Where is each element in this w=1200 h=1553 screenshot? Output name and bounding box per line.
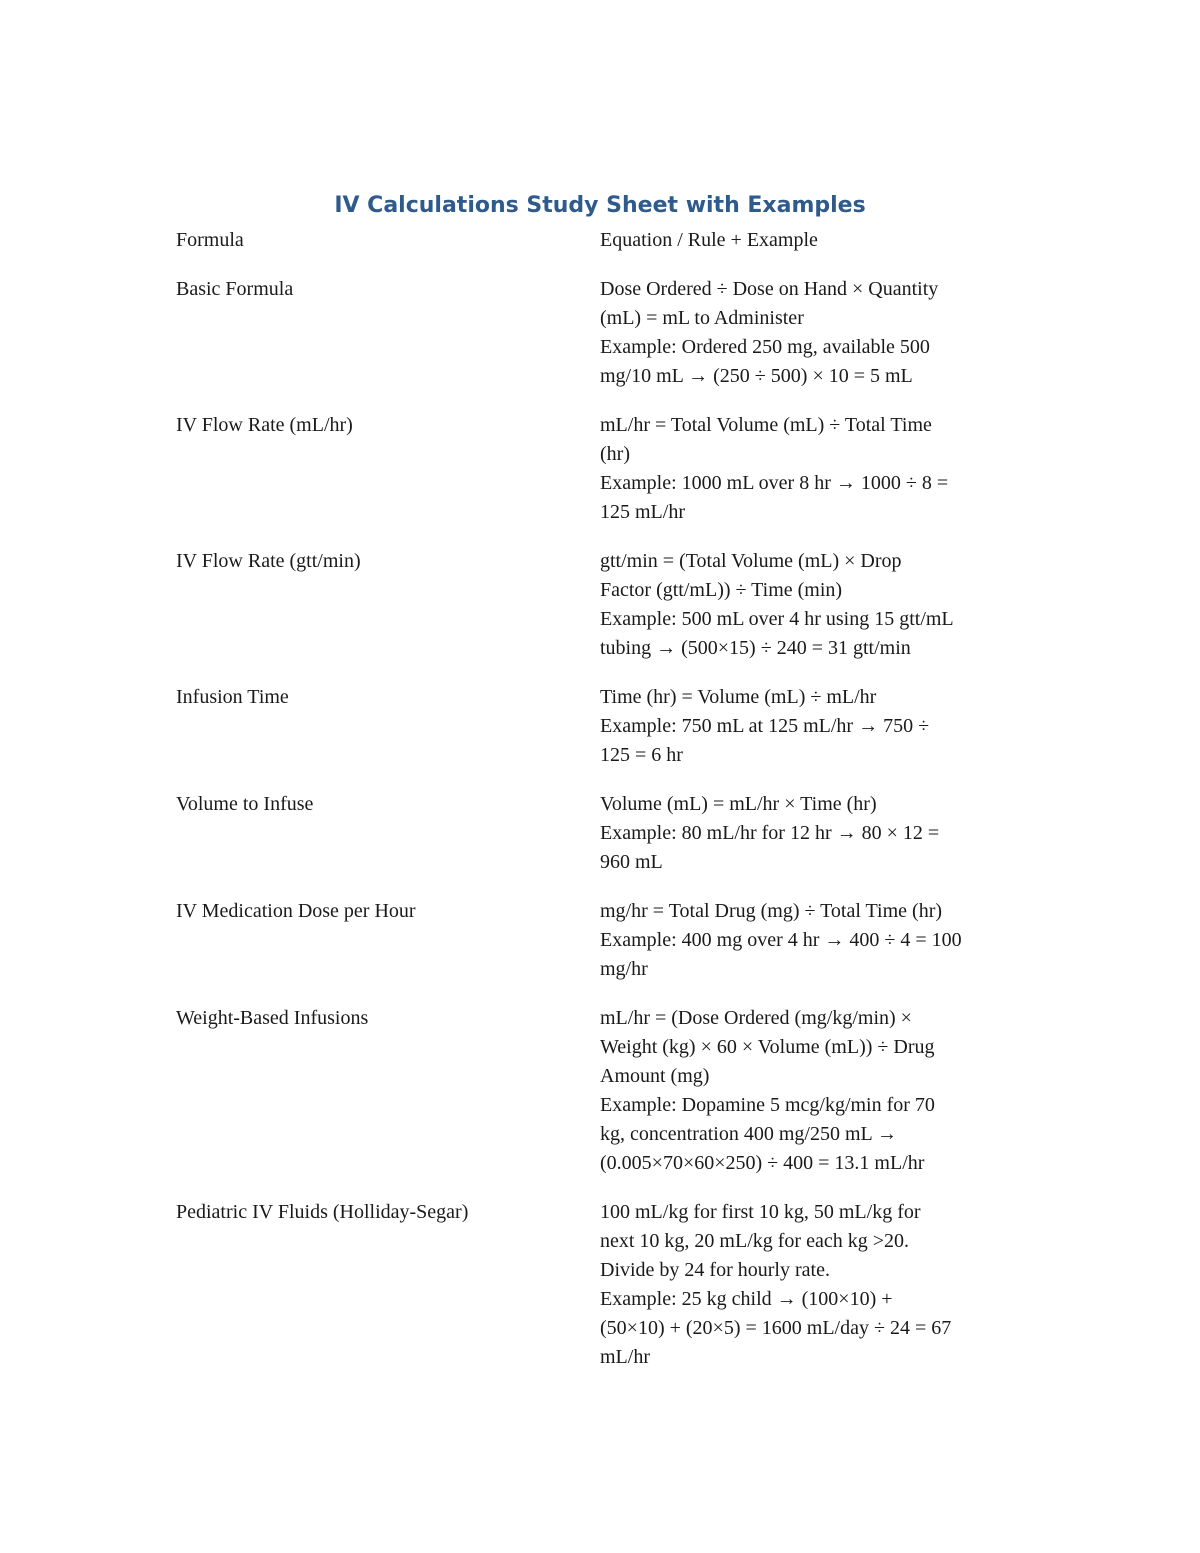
example-line: mL/hr: [600, 1346, 650, 1368]
header-formula: Formula: [176, 229, 244, 251]
equation-line: Volume (mL) = mL/hr × Time (hr): [600, 793, 877, 815]
equation-line: mg/hr = Total Drug (mg) ÷ Total Time (hr): [600, 900, 943, 922]
formula-equation: [600, 897, 1010, 984]
table-header-row: [176, 226, 1016, 255]
formula-name: Pediatric IV Fluids (Holliday-Segar): [176, 1201, 469, 1223]
equation-line: 100 mL/kg for first 10 kg, 50 mL/kg for: [600, 1201, 921, 1223]
formula-equation: [600, 411, 1010, 527]
example-line: 125 = 6 hr: [600, 744, 683, 766]
page-title: IV Calculations Study Sheet with Examples: [334, 193, 866, 218]
example-line: Example: 400 mg over 4 hr → 400 ÷ 4 = 100: [600, 929, 962, 951]
example-line: Example: 1000 mL over 8 hr → 1000 ÷ 8 =: [600, 472, 949, 494]
example-line: mg/10 mL → (250 ÷ 500) × 10 = 5 mL: [600, 365, 913, 387]
example-line: Example: 25 kg child → (100×10) +: [600, 1288, 893, 1310]
equation-line: Time (hr) = Volume (mL) ÷ mL/hr: [600, 686, 877, 708]
example-line: 125 mL/hr: [600, 501, 685, 523]
equation-line: mL/hr = Total Volume (mL) ÷ Total Time: [600, 414, 932, 436]
formula-name: IV Flow Rate (mL/hr): [176, 414, 353, 436]
formula-equation: [600, 683, 1010, 770]
header-equation: Equation / Rule + Example: [600, 229, 818, 251]
table-row: [176, 683, 1016, 770]
formula-table: [176, 226, 1016, 1392]
example-line: Example: Dopamine 5 mcg/kg/min for 70: [600, 1094, 935, 1116]
table-row: [176, 547, 1016, 663]
example-line: Example: 500 mL over 4 hr using 15 gtt/mL: [600, 608, 954, 630]
equation-line: (mL) = mL to Administer: [600, 307, 804, 329]
table-row: [176, 1004, 1016, 1178]
equation-line: (hr): [600, 443, 630, 465]
formula-equation: [600, 790, 1010, 877]
example-line: (0.005×70×60×250) ÷ 400 = 13.1 mL/hr: [600, 1152, 925, 1174]
equation-line: mL/hr = (Dose Ordered (mg/kg/min) ×: [600, 1007, 912, 1029]
example-line: 960 mL: [600, 851, 663, 873]
equation-line: Factor (gtt/mL)) ÷ Time (min): [600, 579, 843, 601]
example-line: mg/hr: [600, 958, 648, 980]
example-line: Example: 750 mL at 125 mL/hr → 750 ÷: [600, 715, 930, 737]
formula-equation: [600, 275, 1010, 391]
example-line: (50×10) + (20×5) = 1600 mL/day ÷ 24 = 67: [600, 1317, 952, 1339]
table-row: [176, 1198, 1016, 1372]
formula-name: Volume to Infuse: [176, 793, 314, 815]
example-line: kg, concentration 400 mg/250 mL →: [600, 1123, 897, 1145]
example-line: Example: 80 mL/hr for 12 hr → 80 × 12 =: [600, 822, 940, 844]
formula-name: Basic Formula: [176, 278, 294, 300]
table-row: [176, 897, 1016, 984]
example-line: tubing → (500×15) ÷ 240 = 31 gtt/min: [600, 637, 911, 659]
equation-line: Divide by 24 for hourly rate.: [600, 1259, 830, 1281]
formula-name: Weight-Based Infusions: [176, 1007, 369, 1029]
equation-line: Weight (kg) × 60 × Volume (mL)) ÷ Drug: [600, 1036, 935, 1058]
table-row: [176, 275, 1016, 391]
equation-line: Dose Ordered ÷ Dose on Hand × Quantity: [600, 278, 939, 300]
formula-equation: [600, 1198, 1010, 1372]
table-row: [176, 790, 1016, 877]
formula-name: Infusion Time: [176, 686, 289, 708]
formula-equation: [600, 1004, 1010, 1178]
equation-line: Amount (mg): [600, 1065, 710, 1087]
example-line: Example: Ordered 250 mg, available 500: [600, 336, 930, 358]
formula-name: IV Flow Rate (gtt/min): [176, 550, 361, 572]
equation-line: gtt/min = (Total Volume (mL) × Drop: [600, 550, 902, 572]
equation-line: next 10 kg, 20 mL/kg for each kg >20.: [600, 1230, 909, 1252]
formula-name: IV Medication Dose per Hour: [176, 900, 416, 922]
table-row: [176, 411, 1016, 527]
formula-equation: [600, 547, 1010, 663]
